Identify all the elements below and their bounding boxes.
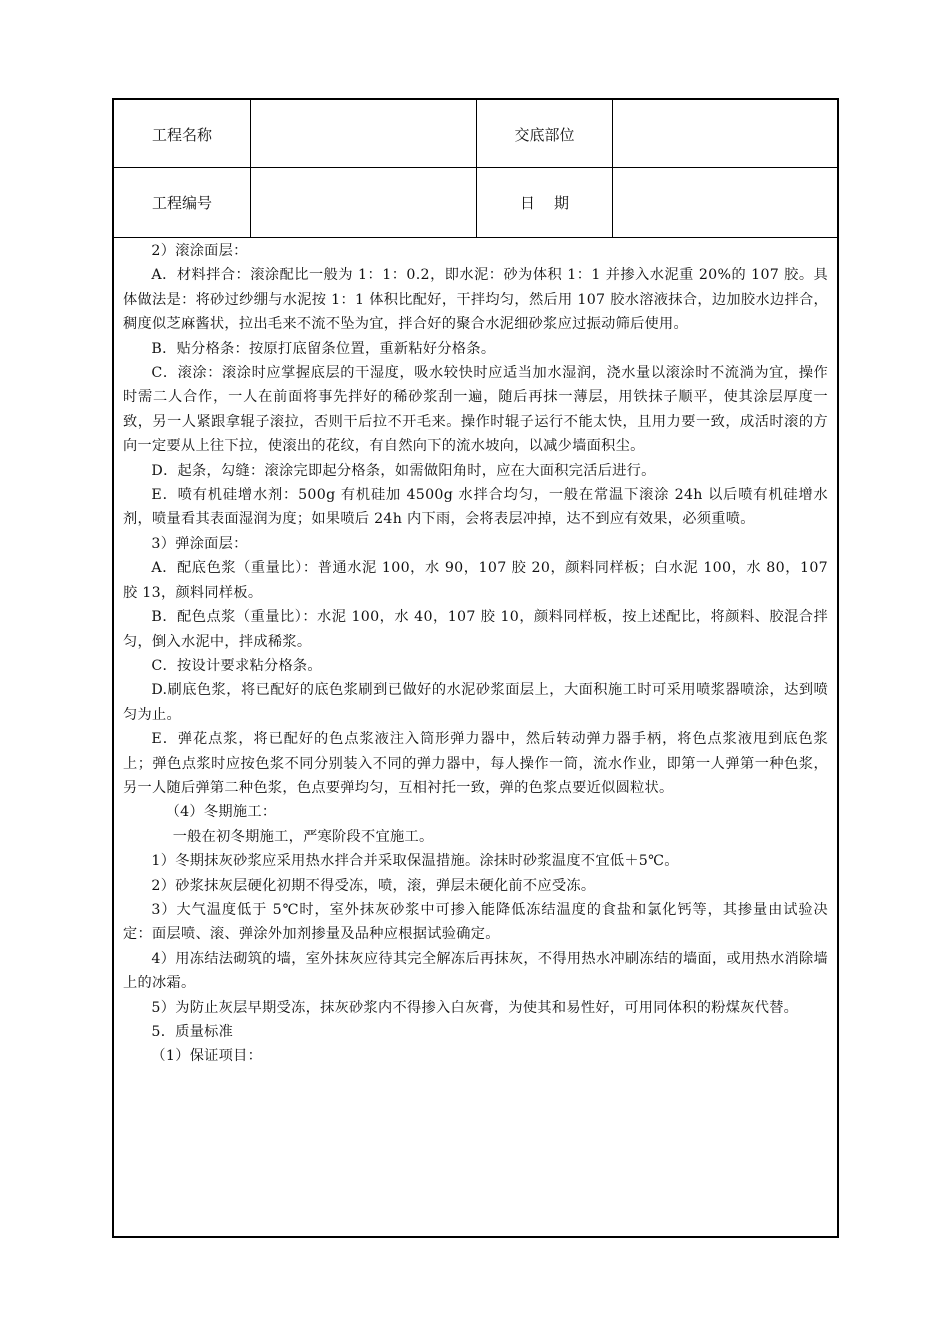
paragraph: 5）为防止灰层早期受冻，抹灰砂浆内不得掺入白灰膏，为使其和易性好，可用同体积的粉煤灰代替。 — [151, 999, 799, 1016]
date-label: 日 期 — [477, 168, 613, 237]
paragraph: A．配底色浆（重量比）：普通水泥 100，水 90，107 胶 20，颜料同样板；白水泥 100，水 80，107 胶 13，颜料同样板。 — [123, 560, 828, 601]
paragraph: D．起条，勾缝：滚涂完即起分格条，如需做阳角时，应在大面积完活后进行。 — [151, 462, 656, 479]
location-value[interactable] — [613, 100, 837, 168]
paragraph: 4）用冻结法砌筑的墙，室外抹灰应待其完全解冻后再抹灰，不得用热水冲刷冻结的墙面，或用热水消除墙上的冰霜。 — [123, 950, 828, 992]
paragraph: 3）弹涂面层： — [151, 535, 248, 552]
disclosure-content — [123, 239, 828, 1069]
paragraph: 1）冬期抹灰砂浆应采用热水拌合并采取保温措施。涂抹时砂浆温度不宜低＋5℃。 — [151, 853, 679, 870]
paragraph: A．材料拌合：滚涂配比一般为 1：1：0.2，即水泥：砂为体积 1：1 并掺入水泥重 20%的 107 胶。具体做法是：将砂过纱绷与水泥按 1：1 体积比配好，干拌均匀，然后用 107 胶水溶液抹合，边加胶水边拌合，稠度似芝麻酱状，拉出毛来不流不坠为宜，拌合好的聚合水泥细砂浆应过振动筛后使用。 — [123, 267, 828, 333]
project-no-label: 工程编号 — [114, 168, 251, 237]
section-heading: （4）冬期施工： — [165, 804, 277, 821]
paragraph: 2）砂浆抹灰层硬化初期不得受冻，喷，滚，弹层未硬化前不应受冻。 — [151, 877, 596, 894]
paragraph: 2）滚涂面层： — [151, 243, 248, 259]
location-label: 交底部位 — [477, 100, 613, 168]
section-heading: （1）保证项目： — [151, 1048, 263, 1065]
project-no-value[interactable] — [251, 168, 477, 237]
disclosure-form — [112, 98, 839, 1238]
header-row-1 — [114, 100, 837, 168]
paragraph: E．喷有机硅增水剂：500g 有机硅加 4500g 水拌合均匀，一般在常温下滚涂 24h 以后喷有机硅增水剂，喷量看其表面湿润为度；如果喷后 24h 内下雨，会将表层冲掉，达不到应有效果，必须重喷。 — [123, 487, 828, 528]
project-name-label: 工程名称 — [114, 100, 251, 168]
section-heading: 5．质量标准 — [151, 1024, 234, 1040]
date-value[interactable] — [613, 168, 837, 237]
paragraph: 3）大气温度低于 5℃时，室外抹灰砂浆中可掺入能降低冻结温度的食盐和氯化钙等，其掺量由试验决定：面层喷、滚、弹涂外加剂掺量及品种应根据试验确定。 — [123, 901, 828, 943]
paragraph: C．按设计要求粘分格条。 — [151, 657, 322, 674]
project-name-value[interactable] — [251, 100, 477, 168]
paragraph: D.刷底色浆，将已配好的底色浆刷到已做好的水泥砂浆面层上，大面积施工时可采用喷浆器喷涂，达到喷匀为止。 — [123, 682, 828, 723]
paragraph: B．贴分格条：按原打底留条位置，重新粘好分格条。 — [151, 340, 496, 357]
paragraph: 一般在初冬期施工，严寒阶段不宜施工。 — [172, 828, 434, 845]
header-row-2 — [114, 167, 837, 238]
paragraph: C．滚涂：滚涂时应掌握底层的干湿度，吸水较快时应适当加水湿润，浇水量以滚涂时不流淌为宜，操作时需二人合作，一人在前面将事先拌好的稀砂浆刮一遍，随后再抹一薄层，用铁抹子顺平，使其涂层厚度一致，另一人紧跟拿辊子滚拉，否则干后拉不开毛来。操作时辊子运行不能太快，且用力要一致，成活时滚的方向一定要从上往下拉，使滚出的花纹，有自然向下的流水坡向，以减少墙面积尘。 — [123, 365, 828, 455]
paragraph: B．配色点浆（重量比）：水泥 100，水 40，107 胶 10，颜料同样板，按上述配比，将颜料、胶混合拌匀，倒入水泥中，拌成稀浆。 — [123, 609, 828, 650]
paragraph: E．弹花点浆，将已配好的色点浆液注入筒形弹力器中，然后转动弹力器手柄，将色点浆液甩到底色浆上；弹色点浆时应按色浆不同分别装入不同的弹力器中，每人操作一筒，流水作业，即第一人弹第一种色浆，另一人随后弹第二种色浆，色点要弹均匀，互相衬托一致，弹的色浆点要近似圆粒状。 — [123, 731, 828, 796]
